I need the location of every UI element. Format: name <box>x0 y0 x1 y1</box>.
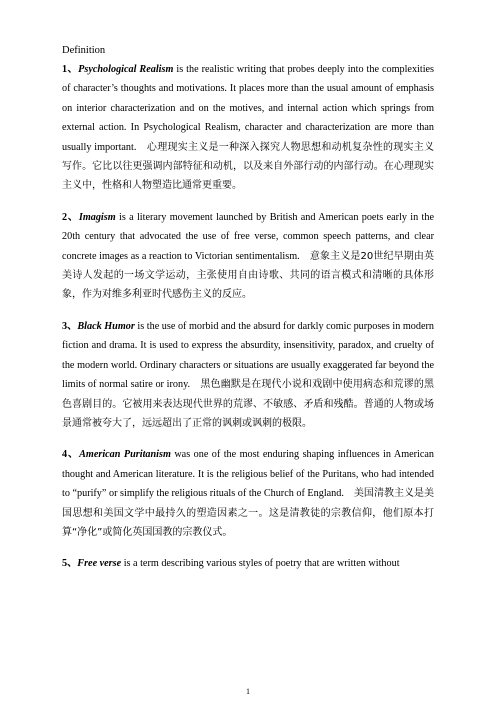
definition-heading: Definition <box>62 45 106 56</box>
entry-number: 3、 <box>62 320 78 332</box>
entry-term: Black Humor <box>77 320 135 332</box>
entry-term: Psychological Realism <box>78 64 174 75</box>
page-number: 1 <box>246 687 250 696</box>
entry-number: 4、 <box>62 449 80 461</box>
entry-chinese-text: 美国清教主义是美国思想和美国文学中最持久的塑造因素之一。这是清教徒的宗教信仰，他们原本打算“净化”或简化英国国教的宗教仪式。 <box>62 488 434 538</box>
entry-term: American Puritanism <box>79 449 171 461</box>
entry-number: 1、 <box>62 64 79 75</box>
entry-term: Imagism <box>78 211 116 223</box>
definition-entry-5 <box>62 554 434 573</box>
entry-chinese-text: 黑色幽默是在现代小说和戏剧中使用病态和荒谬的黑色喜剧目的。它被用来表达现代世界的荒谬、不敏感、矛盾和残酷。普通的人物或场景通常被夸大了，远远超出了正常的讽刺或讽刺的极限。 <box>62 379 434 429</box>
entry-english-text: was one of the most enduring shaping influences in American thought and American literature. It is the religious belief of the Puritans, who had intended to “purify” or simplify the religious rituals of the Church of England. <box>62 449 435 500</box>
definition-entry-3 <box>62 317 434 433</box>
entry-english-text: is the use of morbid and the absurd for darkly comic purposes in modern fiction and drama. It is used to express the absurdity, insensitivity, paradox, and cruelty of the modern world. Ordinary characters or situations are usually exaggerated far beyond the limits of normal satire or irony. <box>62 320 434 391</box>
definition-entry-4 <box>62 445 434 542</box>
entry-english-text: is a literary movement launched by British and American poets early in the 20th century that advocated the use of free verse, common speech patterns, and clear concrete images as a reaction to Victorian sentimentalism. <box>62 211 434 262</box>
entry-term: Free verse <box>77 558 122 570</box>
entry-number: 2、 <box>62 211 79 223</box>
entry-english-text: is the realistic writing that probes deeply into the complexities of character’s thoughts and motivations. It places more than the usual amount of emphasis on interior characterization and on the motives, and internal action which springs from external action. In Psychological Realism, character and characterization are more than usually important. <box>62 64 435 153</box>
entry-chinese-text: 意象主义是20世纪早期由英美诗人发起的一场文学运动，主张使用自由诗歌、共同的语言模式和清晰的具体形象，作为对维多利亚时代感伤主义的反应。 <box>62 250 434 301</box>
definition-entry-1 <box>62 60 434 196</box>
entry-number: 5、 <box>62 558 78 570</box>
definition-entry-2 <box>62 208 434 305</box>
entry-english-text: is a term describing various styles of poetry that are written without <box>121 558 400 570</box>
entry-chinese-text: 心理现实主义是一种深入探究人物思想和动机复杂性的现实主义写作。它比以往更强调内部特征和动机，以及来自外部行动的内部行动。在心理现实主义中，性格和人物塑造比通常更重要。 <box>62 141 435 192</box>
